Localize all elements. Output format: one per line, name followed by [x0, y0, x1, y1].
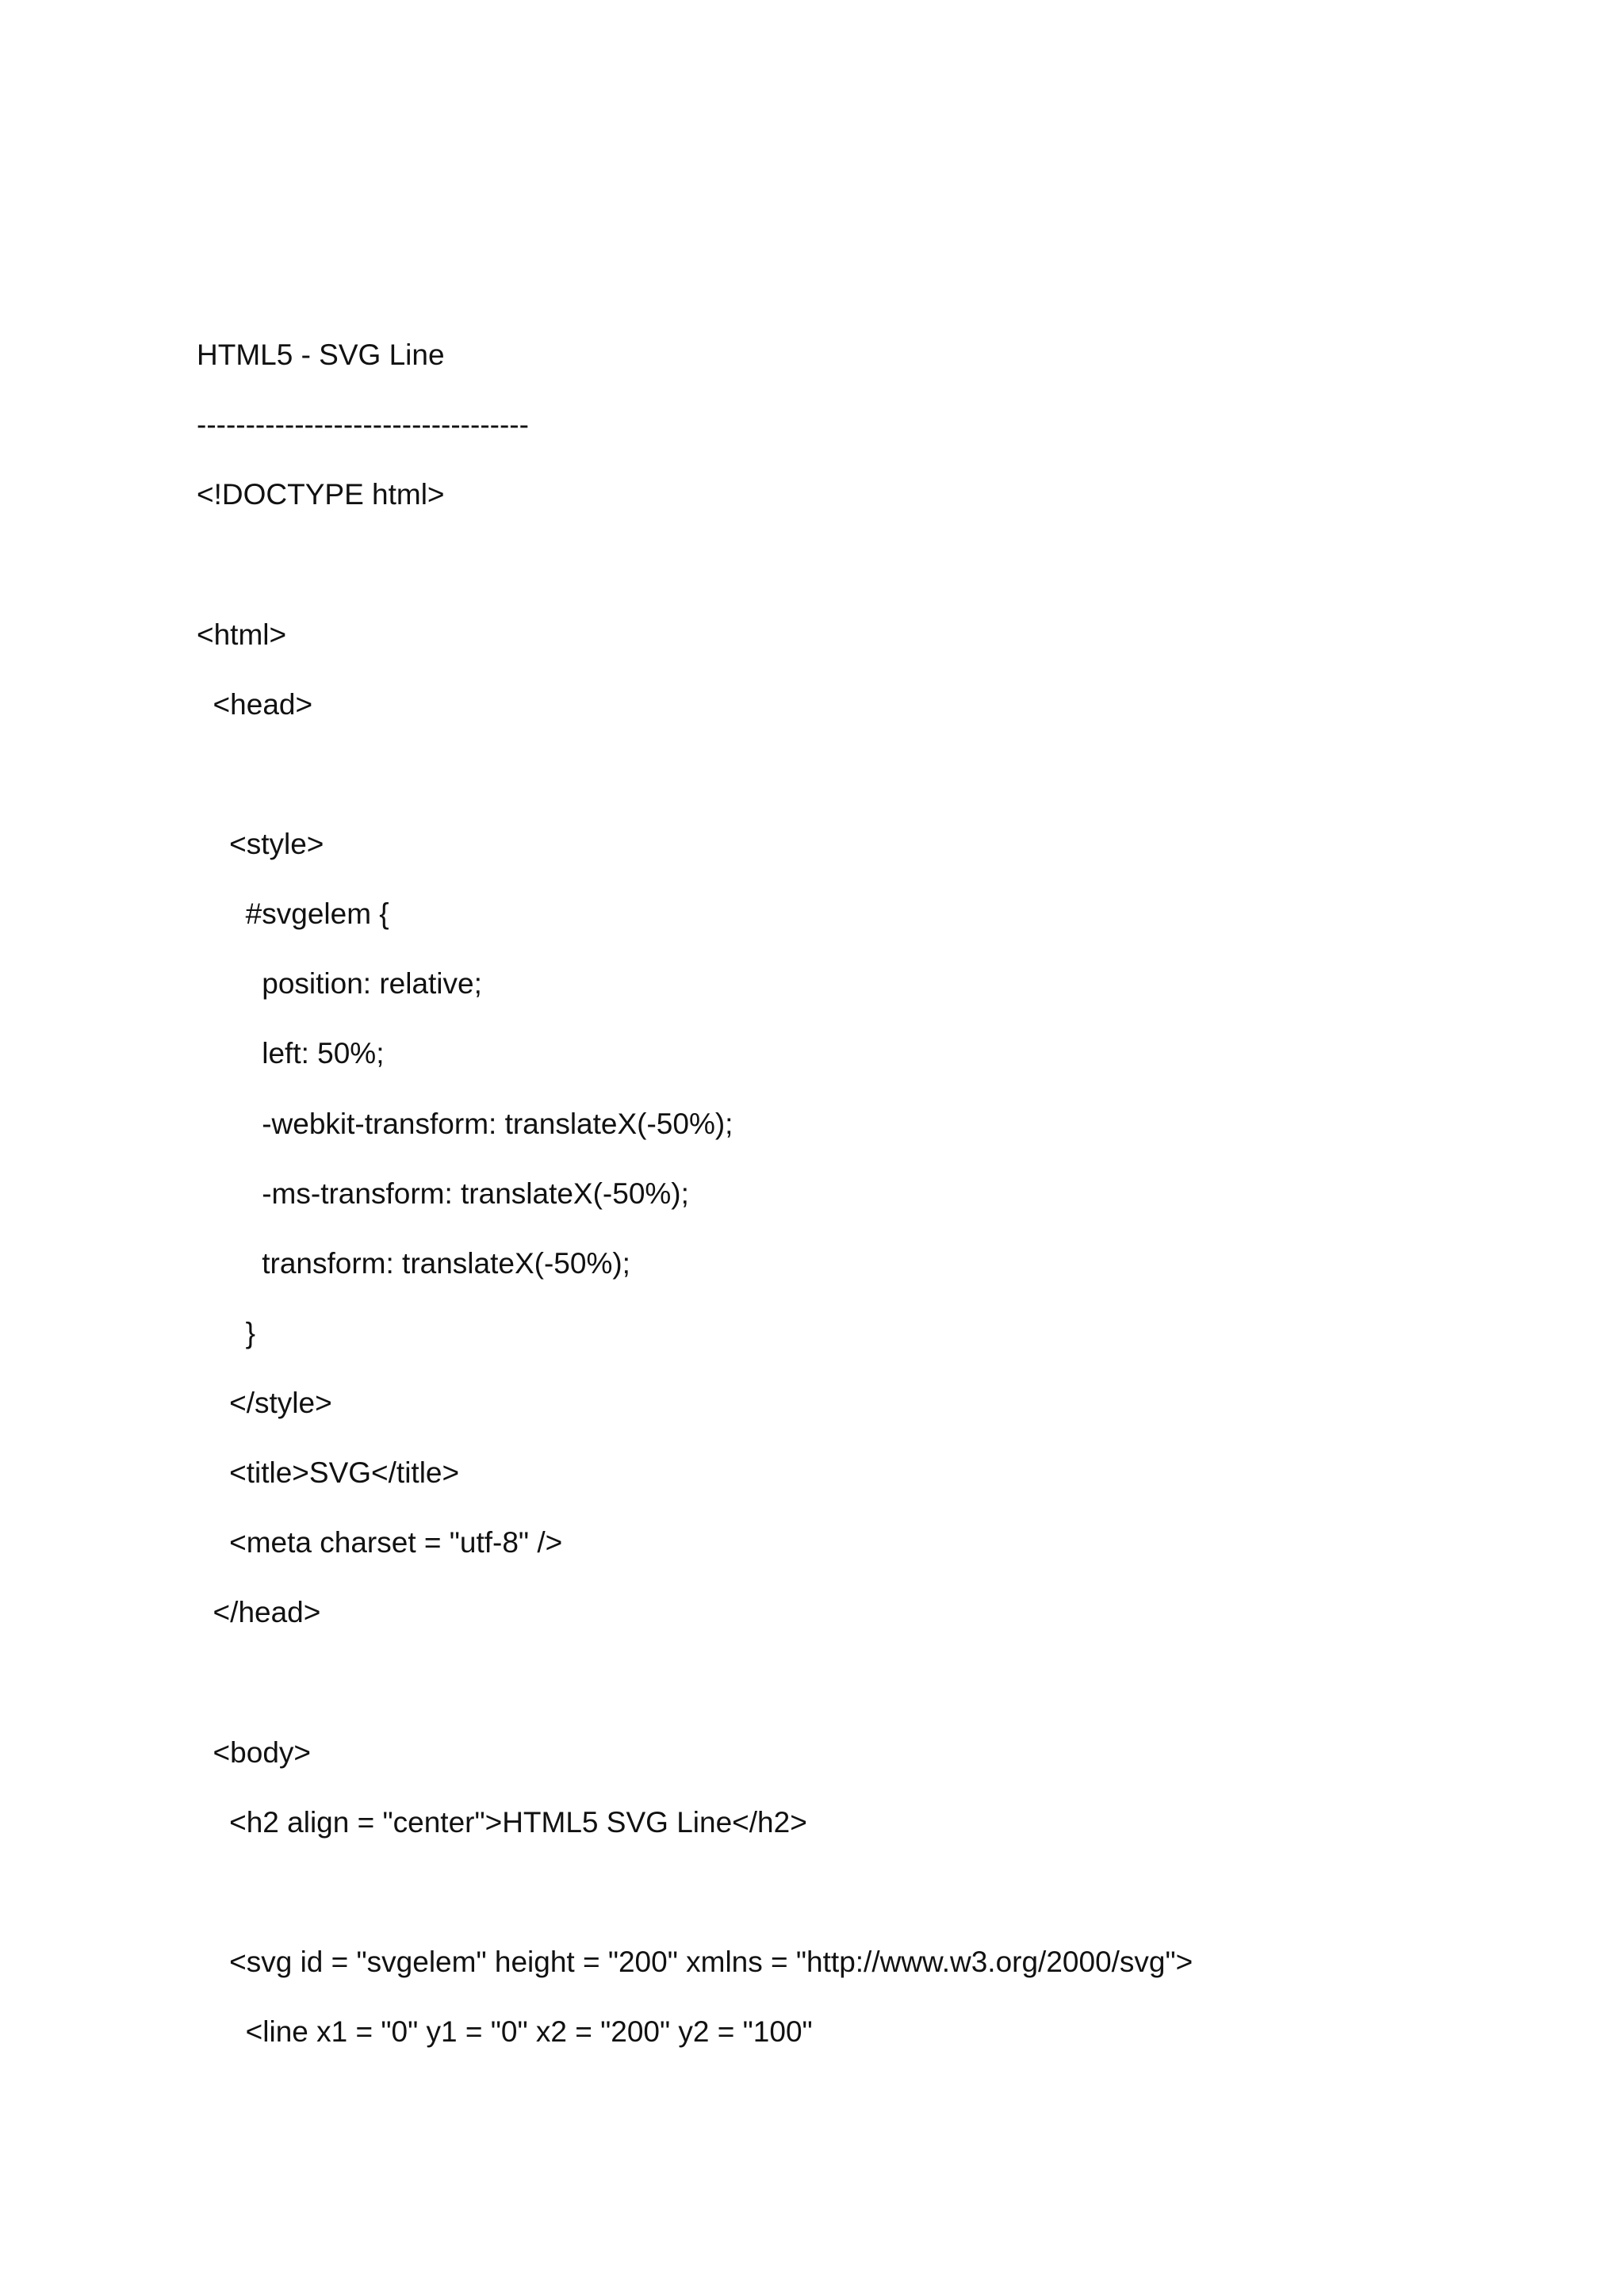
code-line: <body> — [197, 1736, 312, 1769]
separator-line: ---------------------------------- — [197, 408, 529, 441]
code-line: #svgelem { — [197, 897, 389, 930]
code-line: <meta charset = "utf-8" /> — [197, 1526, 563, 1559]
code-line: <line x1 = "0" y1 = "0" x2 = "200" y2 = "100" — [197, 2015, 813, 2048]
document-title: HTML5 - SVG Line — [197, 339, 445, 371]
code-line: <style> — [197, 828, 324, 860]
code-line: left: 50%; — [197, 1037, 385, 1070]
code-line: position: relative; — [197, 967, 482, 1000]
code-line: <head> — [197, 688, 313, 721]
code-line: </style> — [197, 1387, 332, 1419]
code-line: </head> — [197, 1596, 321, 1628]
code-line: <html> — [197, 618, 287, 651]
code-line: -webkit-transform: translateX(-50%); — [197, 1108, 733, 1140]
code-line: -ms-transform: translateX(-50%); — [197, 1177, 689, 1210]
code-line: transform: translateX(-50%); — [197, 1247, 630, 1280]
code-line: <!DOCTYPE html> — [197, 478, 445, 511]
code-line: } — [197, 1317, 256, 1349]
code-line: <h2 align = "center">HTML5 SVG Line</h2> — [197, 1806, 807, 1839]
code-line: <svg id = "svgelem" height = "200" xmlns = "http://www.w3.org/2000/svg"> — [197, 1946, 1193, 1978]
code-line: <title>SVG</title> — [197, 1456, 460, 1489]
